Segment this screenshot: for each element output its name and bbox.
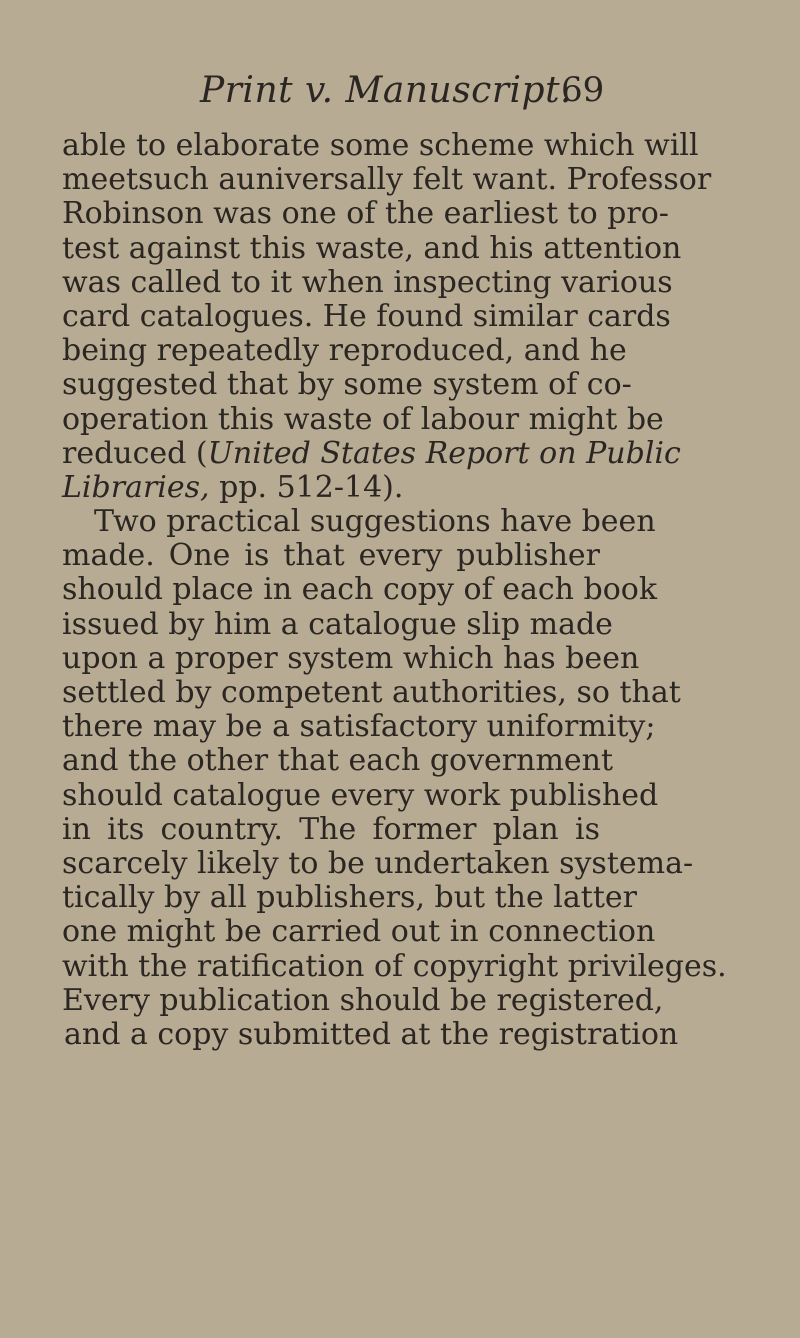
text-line: card catalogues. He found similar cards <box>62 298 671 334</box>
text-line: operation this waste of labour might be <box>62 401 664 437</box>
text-line-reference <box>62 435 681 471</box>
text-line: issued by him a catalogue slip made <box>62 606 613 642</box>
text-line-reference-end <box>62 471 600 505</box>
text-segment: reduced ( <box>62 435 208 471</box>
page-number: 69 <box>561 70 605 110</box>
running-title: Print v. Manuscript. <box>200 70 573 111</box>
text-line: settled by competent authorities, so that <box>62 675 681 710</box>
text-line: scarcely likely to be undertaken systema- <box>62 845 694 881</box>
text-line: able to elaborate some scheme which will <box>62 128 699 163</box>
text-line: Robinson was one of the earliest to pro- <box>62 196 669 232</box>
text-line: should place in each copy of each book <box>62 572 658 608</box>
text-line: was called to it when inspecting various <box>62 264 673 300</box>
running-head <box>0 70 800 120</box>
text-line: with the ratification of copyright privileges. <box>62 948 727 984</box>
text-line: being repeatedly reproduced, and he <box>62 333 627 369</box>
text-line: meetsuch auniversally felt want. Professor <box>62 162 712 198</box>
text-line-paragraph-start: Two practical suggestions have been <box>94 504 656 540</box>
text-line: one might be carried out in connection <box>62 914 656 950</box>
reference-title: United States Report on Public <box>207 435 681 471</box>
body-text <box>62 128 727 1052</box>
text-line: and the other that each government <box>62 743 614 779</box>
text-line: Every publication should be registered, <box>62 982 664 1018</box>
text-line: and a copy submitted at the registration <box>64 1016 679 1052</box>
text-line: suggested that by some system of co- <box>62 367 632 403</box>
text-line: test against this waste, and his attention <box>62 230 682 266</box>
text-line: tically by all publishers, but the latter <box>62 880 637 916</box>
text-line: there may be a satisfactory uniformity; <box>62 709 656 745</box>
text-line: upon a proper system which has been <box>62 640 640 676</box>
text-line: in its country. The former plan is <box>62 811 600 847</box>
text-line: made. One is that every publisher <box>62 538 600 574</box>
reference-title-cont: Libraries, <box>62 469 210 505</box>
text-line: should catalogue every work published <box>62 777 659 813</box>
reference-pages: pp. 512-14). <box>209 469 404 505</box>
